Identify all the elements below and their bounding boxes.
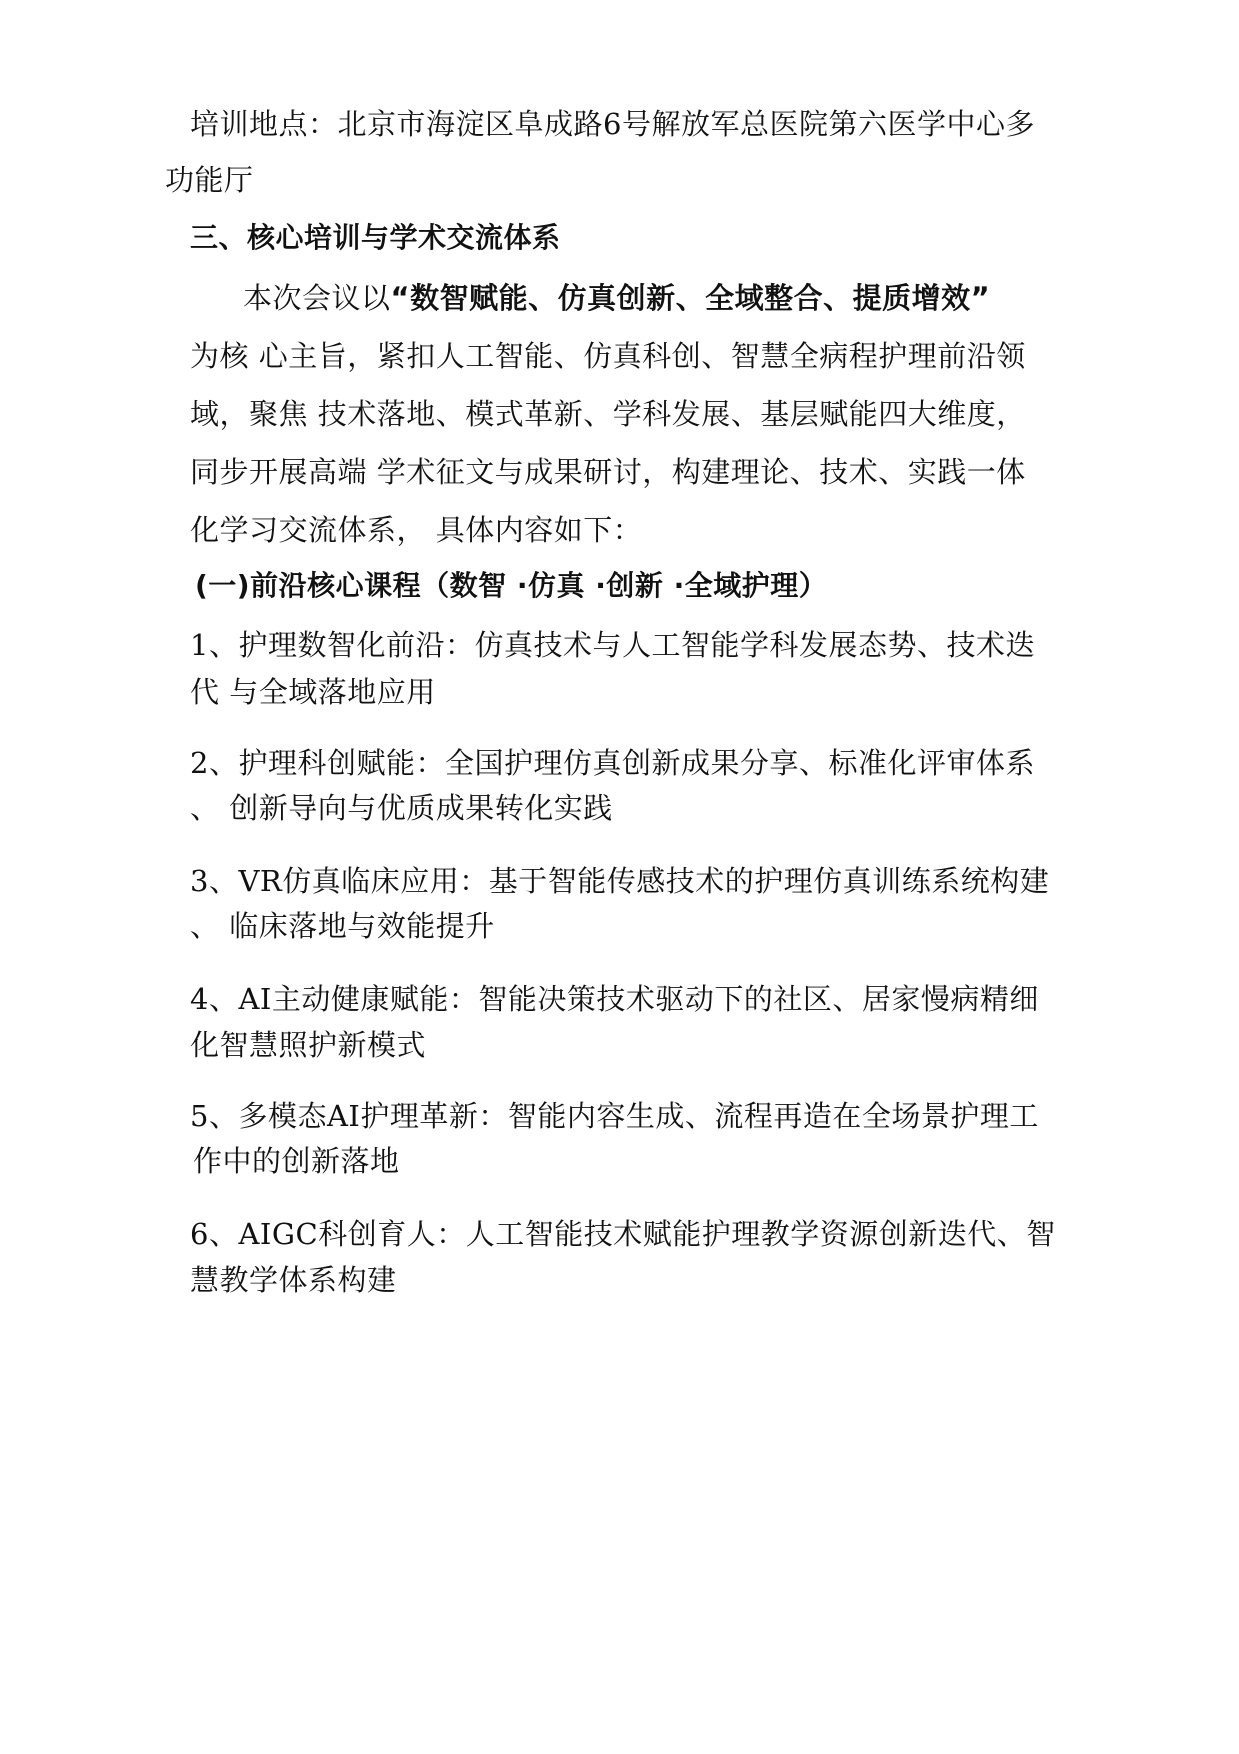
item-5-line-2: 作中的创新落地 (193, 1144, 400, 1178)
section-3-heading: 三、核心培训与学术交流体系 (190, 221, 561, 254)
item-5-line-1: 5、多模态AI护理革新：智能内容生成、流程再造在全场景护理工 (190, 1099, 1039, 1133)
item-1-line-2: 代 与全域落地应用 (190, 675, 436, 709)
item-6-line-2: 慧教学体系构建 (190, 1263, 397, 1297)
item-3-line-1: 3、VR仿真临床应用：基于智能传感技术的护理仿真训练系统构建 (190, 864, 1050, 898)
item-4-line-1: 4、AI主动健康赋能：智能决策技术驱动下的社区、居家慢病精细 (190, 982, 1039, 1016)
location-line-1: 培训地点：北京市海淀区阜成路6号解放军总医院第六医学中心多 (190, 107, 1035, 141)
item-2-line-2: 、 创新导向与优质成果转化实践 (190, 791, 613, 825)
intro-line-2: 为核 心主旨，紧扣人工智能、仿真科创、智慧全病程护理前沿领 (190, 339, 1026, 373)
item-2-line-1: 2、护理科创赋能：全国护理仿真创新成果分享、标准化评审体系 (190, 746, 1035, 780)
item-6-line-1: 6、AIGC科创育人：人工智能技术赋能护理教学资源创新迭代、智 (190, 1217, 1056, 1251)
item-1-line-1: 1、护理数智化前沿：仿真技术与人工智能学科发展态势、技术迭 (190, 628, 1035, 662)
intro-theme: “数智赋能、仿真创新、全域整合、提质增效” (390, 281, 991, 315)
intro-line-1 (243, 278, 990, 318)
item-4-line-2: 化智慧照护新模式 (190, 1028, 427, 1062)
intro-line-5: 化学习交流体系， 具体内容如下： (190, 513, 643, 547)
intro-line-4: 同步开展高端 学术征文与成果研讨，构建理论、技术、实践一体 (190, 455, 1026, 489)
subsection-1-heading: (一)前沿核心课程（数智 ·仿真 ·创新 ·全域护理） (195, 569, 828, 602)
location-line-2: 功能厅 (165, 163, 254, 197)
item-3-line-2: 、 临床落地与效能提升 (190, 909, 495, 943)
intro-prefix: 本次会议以 (243, 281, 391, 315)
intro-line-3: 域，聚焦 技术落地、模式革新、学科发展、基层赋能四大维度， (190, 397, 1026, 431)
